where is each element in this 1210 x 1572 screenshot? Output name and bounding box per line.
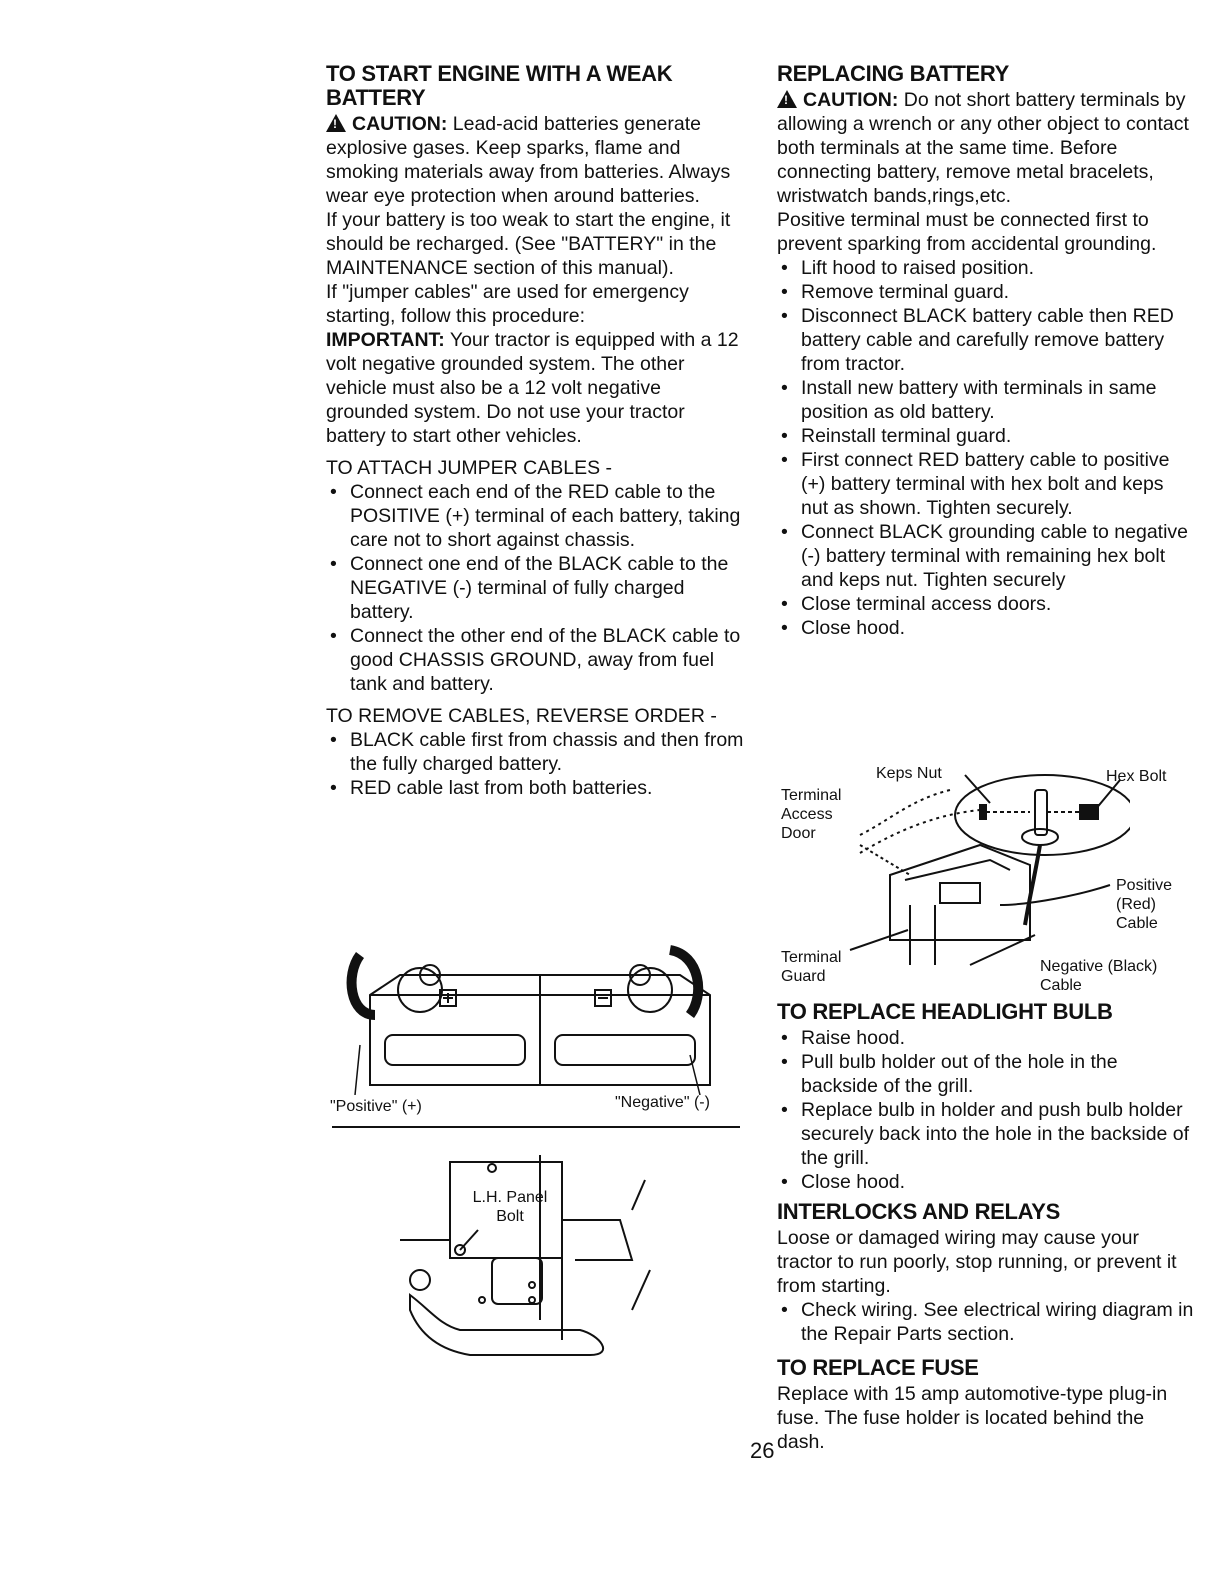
lh-panel-bolt-label: L.H. Panel Bolt bbox=[472, 1189, 548, 1225]
list-item: • Install new battery with terminals in same position as old battery. bbox=[777, 376, 1195, 424]
list-item: • Raise hood. bbox=[777, 1026, 1195, 1050]
jumper-cables-paragraph: If "jumper cables" are used for emergency starting, follow this procedure: bbox=[326, 281, 689, 327]
right-column bbox=[777, 62, 1195, 640]
terminal-guard-label: Terminal Guard bbox=[781, 949, 842, 985]
left-column bbox=[326, 62, 746, 800]
hex-bolt-label: Hex Bolt bbox=[1106, 768, 1167, 785]
list-item: • Connect each end of the RED cable to the POSITIVE (+) terminal of each battery, taking care not to short against chassis. bbox=[326, 480, 746, 552]
important-note: IMPORTANT: Your tractor is equipped with a 12 volt negative grounded system. The other vehicle must also be a 12 volt negative grounded system. Do not use your tractor battery to start other vehicles. bbox=[326, 329, 739, 447]
positive-first-paragraph: Positive terminal must be connected first to prevent sparking from accidental grounding. bbox=[777, 209, 1157, 255]
list-item: • RED cable last from both batteries. bbox=[326, 776, 746, 800]
interlocks-list bbox=[777, 1298, 1195, 1346]
negative-terminal-label: "Negative" (-) bbox=[615, 1094, 710, 1111]
list-item: • Check wiring. See electrical wiring diagram in the Repair Parts section. bbox=[777, 1298, 1195, 1346]
replace-fuse-text: Replace with 15 amp automotive-type plug-in fuse. The fuse holder is located behind the dash. bbox=[777, 1383, 1168, 1453]
terminal-access-door-label: Terminal Access Door bbox=[781, 787, 842, 842]
positive-terminal-label: "Positive" (+) bbox=[330, 1098, 422, 1115]
list-item: • Pull bulb holder out of the hole in the backside of the grill. bbox=[777, 1050, 1195, 1098]
headlight-bulb-heading: TO REPLACE HEADLIGHT BULB bbox=[777, 999, 1113, 1024]
weak-battery-caution: !CAUTION: Lead-acid batteries generate explosive gases. Keep sparks, flame and smoking materials away from batteries. Always wear eye protection when around batteries. bbox=[326, 112, 746, 208]
headlight-bulb-list bbox=[777, 1026, 1195, 1194]
list-item: • Replace bulb in holder and push bulb holder securely back into the hole in the backside of the grill. bbox=[777, 1098, 1195, 1170]
remove-cables-heading: TO REMOVE CABLES, REVERSE ORDER - bbox=[326, 705, 717, 727]
list-item: • First connect RED battery cable to positive (+) battery terminal with hex bolt and keps nut as shown. Tighten securely. bbox=[777, 448, 1195, 520]
list-item: • Reinstall terminal guard. bbox=[777, 424, 1195, 448]
section-divider bbox=[332, 1126, 740, 1128]
list-item: • BLACK cable first from chassis and then from the fully charged battery. bbox=[326, 728, 746, 776]
remove-cables-list bbox=[326, 728, 746, 800]
interlocks-text: Loose or damaged wiring may cause your tractor to run poorly, stop running, or prevent it from starting. bbox=[777, 1227, 1177, 1297]
list-item: • Close hood. bbox=[777, 1170, 1195, 1194]
keps-nut-label: Keps Nut bbox=[876, 765, 942, 782]
jumper-battery-illustration bbox=[340, 935, 740, 1095]
positive-red-cable-label: Positive (Red) Cable bbox=[1116, 877, 1173, 932]
list-item: • Lift hood to raised position. bbox=[777, 256, 1195, 280]
list-item: • Connect the other end of the BLACK cable to good CHASSIS GROUND, away from fuel tank and battery. bbox=[326, 624, 746, 696]
negative-black-cable-label: Negative (Black) Cable bbox=[1040, 958, 1158, 994]
replace-fuse-heading: TO REPLACE FUSE bbox=[777, 1355, 979, 1380]
page-number: 26 bbox=[750, 1438, 775, 1463]
list-item: • Close hood. bbox=[777, 616, 1195, 640]
replacing-battery-list bbox=[777, 256, 1195, 640]
interlocks-heading: INTERLOCKS AND RELAYS bbox=[777, 1199, 1060, 1224]
recharge-paragraph: If your battery is too weak to start the engine, it should be recharged. (See "BATTERY" in the MAINTENANCE section of this manual). bbox=[326, 209, 731, 279]
list-item: • Remove terminal guard. bbox=[777, 280, 1195, 304]
attach-cables-heading: TO ATTACH JUMPER CABLES - bbox=[326, 457, 613, 479]
right-column-lower bbox=[777, 1000, 1195, 1454]
warning-triangle-icon bbox=[326, 114, 346, 132]
weak-battery-heading: TO START ENGINE WITH A WEAK BATTERY bbox=[326, 61, 673, 110]
list-item: • Disconnect BLACK battery cable then RED battery cable and carefully remove battery from tractor. bbox=[777, 304, 1195, 376]
lh-panel-illustration bbox=[400, 1150, 670, 1360]
list-item: • Connect one end of the BLACK cable to the NEGATIVE (-) terminal of fully charged battery. bbox=[326, 552, 746, 624]
battery-terminal-diagram bbox=[830, 765, 1130, 980]
warning-triangle-icon bbox=[777, 90, 797, 108]
attach-cables-list bbox=[326, 480, 746, 696]
list-item: • Close terminal access doors. bbox=[777, 592, 1195, 616]
list-item: • Connect BLACK grounding cable to negative (-) battery terminal with remaining hex bolt and keps nut. Tighten securely bbox=[777, 520, 1195, 592]
replacing-battery-caution: !CAUTION: Do not short battery terminals by allowing a wrench or any other object to contact both terminals at the same time. Before connecting battery, remove metal bracelets, wristwatch bands,rings,etc. bbox=[777, 88, 1195, 208]
replacing-battery-heading: REPLACING BATTERY bbox=[777, 61, 1010, 86]
